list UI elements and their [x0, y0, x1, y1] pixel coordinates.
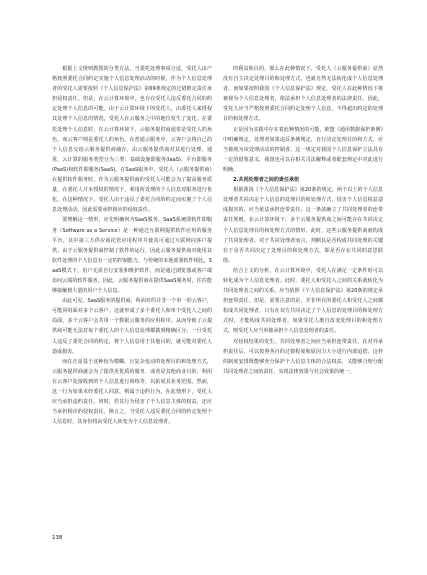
- left-column: [52, 64, 212, 427]
- paragraph: 而在正是基于这种较为模糊、且复杂变动的处理目的和处理方式，云服务提供商就会为了提供更优质的服务，或者是其他商业目的，利用在云客户处接收到的个人信息进行训练等，以拓展其业务范围。然而，这一行为如果未经委托人同意，则属于违约行为。在此情形下，受托人应当承担违约责任，同时，若其行为侵害了个人信息主体的权益，还应当承担相应的侵权责任。换言之，当受托人违反委托合同的约定处理个人信息时，其身份将由受托人转变为个人信息处理者。: [52, 358, 212, 426]
- paragraph: 根据我国《个人信息保护法》第20条的规定，两个以上的个人信息处理者共同决定个人信息的处理目的和处理方式，侵害个人信息权益造成损害的，应当依法承担连带责任。这一条款确立了共同处理者的连带责任规则。在云计算环境下，多个云服务提供商之间可能存在共同决定个人信息处理目的和处理方式的情形，此时，这些云服务提供商就构成了共同处理者。对于共同处理者而言，判断其是否构成共同处理的关键在于是否共同决定了处理目的和处理方式，即是否存在共同的意思联络。: [223, 187, 383, 264]
- right-column: [223, 64, 383, 377]
- paragraph: 对侵权结果的发生，共同处理者之间应当承担连带责任，在对外承担责任后，可以按照各自的过错程度和原因力大小进行内部追偿。这样的制度安排既能够充分保护个人信息主体的合法权益，又能够合理分配共同处理者之间的责任，实现法律效果与社会效果的统一。: [223, 338, 383, 375]
- paragraph: 结合上文的分析，在云计算环境中，受托人在满足一定条件时可以转化成为个人信息处理者。此时，委托人和受托人之间的关系就转化为共同处理者之间的关系，应当依照《个人信息保护法》第20条的规定承担连带责任。但是，需要注意的是，并非所有的委托人和受托人之间都构成共同处理者，只有在双方共同决定了个人信息的处理目的和处理方式时，才能构成共同处理者。如果受托人擅自改变处理目的和处理方式，则受托人应当单独承担个人信息处理者的责任。: [223, 267, 383, 335]
- paragraph: 由此可见，SaaS服务的提供商，所面对的并非一个单一的云客户，可能同时面对多个云客户。这就形成了多个委托人和单个受托人之间的局面，多个云客户会共用一个数据云服务的应用程序。从而导致了云提供商可能无法对每个委托人的个人信息处理都做到精确区分。一旦受托人违反了委托合同的约定，将个人信息用于其他目的，就可能对委托人造成损害。: [52, 298, 212, 355]
- paragraph: 正是因为实践中存在着此种情况的可能，欧盟《通用数据保护条例》中明确规定，处理者如果违反条例规定，自行决定处理目的和方式，应当被视为该处理活动的控制者。这一规定对我国个人信息保护立法具有一定的借鉴意义，我国也可以在相关司法解释或者配套规定中对此进行明确。: [223, 126, 383, 173]
- paragraph: 要理解这一情形，应先明确何为SaaS服务。SaaS系统即软件即服务（Software as a Service）是一种通过互联网提供软件应用的服务平台，其中第三方供应商托管应用程序并使其可通过互联网向客户提供。由于云服务提供商控制了软件的运行，因此云服务提供商对使用其软件处理的个人信息有一定的控制能力。与传统的本地部署软件相比，SaaS模式下，用户无需自行安装和维护软件，而是通过浏览器或客户端访问云端的软件服务。因此，云服务提供商在提供SaaS服务时，往往能够接触到大量的用户个人信息。: [52, 217, 212, 295]
- paragraph: 的利益和目的，那么在此种情况下，受托人（云服务提供商）显然没有自主决定处理目的和处理方式，也就自然无法转化成个人信息处理者。而如果按照我国《个人信息保护法》规定，受托人在此种情况下将被视为个人信息处理者，依法承担个人信息处理者的法律责任。因此，受托人应当严格按照委托合同约定处理个人信息，不得超出约定的处理目的和处理方式。: [223, 66, 383, 123]
- section-heading: 2.共同处理者之间的责任承担: [233, 177, 300, 184]
- page-number: 138: [52, 535, 63, 541]
- paragraph: 根据上文规则教授的分类方法，当委托处理事项合适，受托人由产格按照委托合同约定实施个人信息处理活动的时候，作为个人信息处理者的受托人需要按照《个人信息保护法》第69条规定的过错推定责任承担侵权责任。但是，在云计算环境中，也存在受托人违反委托合同的约定处理个人信息的可能。由于云计算环境下的受托人，由委托人来授权其处理个人信息的情况，受托人在云服务之中的地位发生了变化。在委托处理个人信息时，在云计算环境下，云服务提供商通常是受托人的角色，而云客户则是委托人的角色。在普通云服务中，云客户会将自己的个人信息交给云服务提供商储存，由云服务提供商对其进行处理。通常，云计算的服务类型分为三类：基础设施即服务(IaaS)、平台即服务(PaaS)和软件即服务(SaaS)。在SaaS服务中，受托人（云服务提供商）在提供软件服务时，作为云服务提供商的受托人可能会为了提高服务质量，在委托人并未授权的情况下，利用所处理的个人信息对服务进行优化。在这种情况下，受托人由于违反了委托合同的约定而实施了个人信息处理活动，因此需要承担相应的侵权责任。: [52, 66, 212, 214]
